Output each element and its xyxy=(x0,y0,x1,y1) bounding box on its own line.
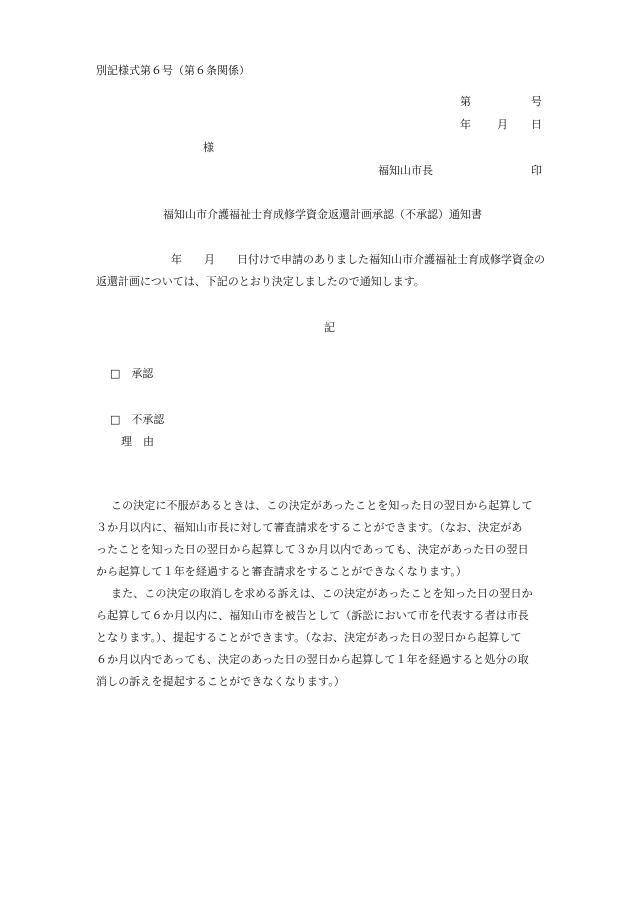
intro-year: 年 xyxy=(171,253,182,266)
addressee-suffix: 様 xyxy=(203,141,214,154)
notice-2-line: ら起算して６か月以内に、福知山市を被告として（訴訟において市を代表する者は市長 xyxy=(96,609,529,622)
date-month: 月 xyxy=(497,118,508,131)
reason-label: 理 由 xyxy=(121,435,154,448)
date-day: 日 xyxy=(531,118,542,131)
issuer-name: 福知山市長 xyxy=(378,164,433,177)
seal-mark: 印 xyxy=(531,164,542,177)
notice-1-line: この決定に不服があるときは、この決定があったことを知った日の翌日から起算して xyxy=(111,499,533,512)
notice-1-line: ったことを知った日の翌日から起算して３か月以内であっても、決定があった日の翌日 xyxy=(96,543,529,556)
ki-heading: 記 xyxy=(324,321,335,334)
notice-paragraph-1 xyxy=(96,495,566,583)
date-year: 年 xyxy=(460,118,471,131)
notice-2-line: ６か月以内であっても、決定のあった日の翌日から起算して１年を経過すると処分の取 xyxy=(96,653,529,666)
option-approve: □ 承認 xyxy=(110,367,154,380)
intro-month: 月 xyxy=(204,253,215,266)
notice-paragraph-2 xyxy=(96,583,566,693)
notice-2-line: となります。）、提起することができます。（なお、決定があった日の翌日から起算して xyxy=(96,631,522,644)
notice-1-line: から起算して１年を経過すると審査請求をすることができなくなります。） xyxy=(96,565,468,578)
notice-2-line: また、この決定の取消しを求める訴えは、この決定があったことを知った日の翌日か xyxy=(111,587,533,600)
intro-line1: 日付けで申請のありました福知山市介護福祉士育成修学資金の xyxy=(237,253,545,266)
notice-2-line: 消しの訴えを提起することができなくなります。） xyxy=(96,675,345,688)
intro-line2: 返還計画については、下記のとおり決定しましたので通知します。 xyxy=(96,275,425,288)
number-suffix: 号 xyxy=(531,95,542,108)
number-prefix: 第 xyxy=(460,95,471,108)
document-title: 福知山市介護福祉士育成修学資金返還計画承認（不承認）通知書 xyxy=(163,208,482,221)
notice-1-line: ３か月以内に、福知山市長に対して審査請求をすることができます。（なお、決定があ xyxy=(96,521,523,534)
option-reject: □ 不承認 xyxy=(110,413,165,426)
form-label: 別記様式第６号（第６条関係） xyxy=(96,64,250,77)
